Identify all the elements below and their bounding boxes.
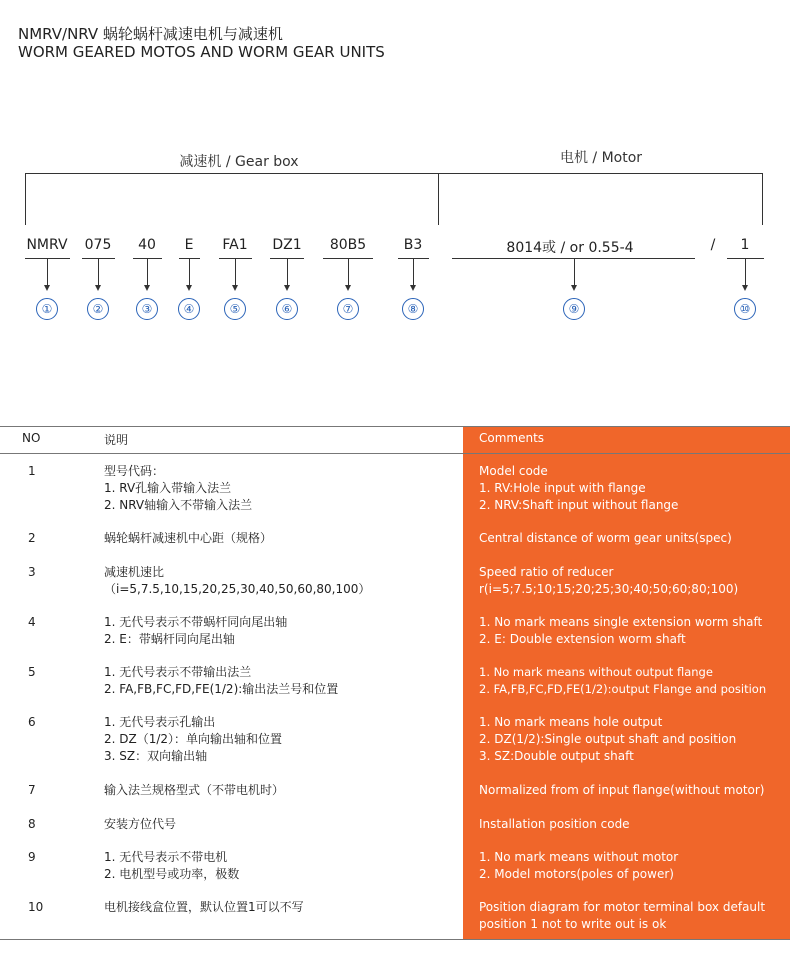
marker-6: ⑥ (276, 298, 298, 320)
row-no: 6 (28, 715, 36, 729)
page-subtitle: WORM GEARED MOTOS AND WORM GEAR UNITS (18, 43, 385, 61)
marker-7: ⑦ (337, 298, 359, 320)
code-motor: 8014或 / or 0.55-4 (506, 240, 634, 256)
row-comment: 1. No mark means without motor 2. Model motors(poles of power) (479, 850, 679, 881)
marker-2: ② (87, 298, 109, 320)
arrow-down-icon (284, 285, 290, 291)
row-no: 3 (28, 565, 36, 579)
table-top-border (0, 426, 790, 427)
bracket-divider (438, 173, 439, 225)
row-no: 10 (28, 900, 44, 914)
header-comments: Comments (479, 431, 545, 445)
row-comment: 1. No mark means hole output 2. DZ(1/2):Single output shaft and position 3. SZ:Double output shaft (479, 715, 737, 763)
header-no: NO (22, 431, 41, 445)
code-position: B3 (403, 237, 423, 253)
row-description: 安装方位代号 (104, 817, 177, 831)
arrow-down-icon (410, 285, 416, 291)
code-output: DZ1 (272, 237, 302, 253)
row-comment: Installation position code (479, 817, 630, 831)
row-no: 4 (28, 615, 36, 629)
row-comment: Model code 1. RV:Hole input with flange 2. NRV:Shaft input without flange (479, 464, 679, 512)
code-size: 075 (84, 237, 112, 253)
row-description: 输入法兰规格型式（不带电机时） (104, 783, 285, 797)
marker-9: ⑨ (563, 298, 585, 320)
bracket-right-tick (762, 173, 763, 225)
arrow-down-icon (345, 285, 351, 291)
row-description: 减速机速比 （i=5,7.5,10,15,20,25,30,40,50,60,80,100） (104, 565, 371, 596)
row-no: 7 (28, 783, 36, 797)
row-no: 2 (28, 531, 36, 545)
header-description: 说明 (104, 433, 129, 447)
motor-label: 电机 / Motor (559, 150, 643, 166)
code-input: 80B5 (329, 237, 367, 253)
arrow-down-icon (571, 285, 577, 291)
gearbox-label: 减速机 / Gear box (179, 154, 299, 170)
row-comment: Central distance of worm gear units(spec) (479, 531, 732, 545)
table-header-border (0, 453, 790, 454)
row-comment: Position diagram for motor terminal box default position 1 not to write out is ok (479, 900, 766, 931)
row-comment: 1. No mark means without output flange 2. FA,FB,FC,FD,FE(1/2):output Flange and position (479, 665, 767, 696)
row-description: 1. 无代号表示不带输出法兰 2. FA,FB,FC,FD,FE(1/2):输出法兰号和位置 (104, 665, 339, 696)
bracket-left-tick (25, 173, 26, 225)
code-worm: E (184, 237, 194, 253)
row-description: 1. 无代号表示孔输出 2. DZ（1/2）：单向输出轴和位置 3. SZ：双向输出轴 (104, 715, 283, 763)
table-bottom-border (0, 939, 790, 940)
marker-8: ⑧ (402, 298, 424, 320)
marker-1: ① (36, 298, 58, 320)
row-description: 1. 无代号表示不带蜗杆同向尾出轴 2. E：带蜗杆同向尾出轴 (104, 615, 288, 646)
marker-3: ③ (136, 298, 158, 320)
row-description: 型号代码： 1. RV孔输入带输入法兰 2. NRV轴输入不带输入法兰 (104, 464, 253, 512)
arrow-down-icon (186, 285, 192, 291)
row-comment: 1. No mark means single extension worm shaft 2. E: Double extension worm shaft (479, 615, 763, 646)
code-flange: FA1 (222, 237, 248, 253)
marker-5: ⑤ (224, 298, 246, 320)
code-model: NMRV (26, 237, 68, 253)
marker-10: ⑩ (734, 298, 756, 320)
row-no: 8 (28, 817, 36, 831)
arrow-down-icon (44, 285, 50, 291)
row-no: 5 (28, 665, 36, 679)
arrow-down-icon (95, 285, 101, 291)
page-title: NMRV/NRV 蜗轮蜗杆减速电机与减速机 (18, 25, 283, 43)
bracket-top-line (25, 173, 763, 174)
row-comment: Speed ratio of reducer r(i=5;7.5;10;15;20;25;30;40;50;60;80;100) (479, 565, 739, 596)
row-description: 1. 无代号表示不带电机 2. 电机型号或功率，极数 (104, 850, 240, 881)
row-comment: Normalized from of input flange(without motor) (479, 783, 765, 797)
arrow-down-icon (144, 285, 150, 291)
code-separator: / (710, 237, 716, 253)
code-terminal: 1 (740, 237, 750, 253)
row-no: 9 (28, 850, 36, 864)
code-ratio: 40 (138, 237, 156, 253)
row-description: 蜗轮蜗杆减速机中心距（规格） (104, 531, 273, 545)
row-description: 电机接线盒位置，默认位置1可以不写 (104, 900, 304, 914)
arrow-down-icon (232, 285, 238, 291)
marker-4: ④ (178, 298, 200, 320)
row-no: 1 (28, 464, 36, 478)
arrow-down-icon (742, 285, 748, 291)
